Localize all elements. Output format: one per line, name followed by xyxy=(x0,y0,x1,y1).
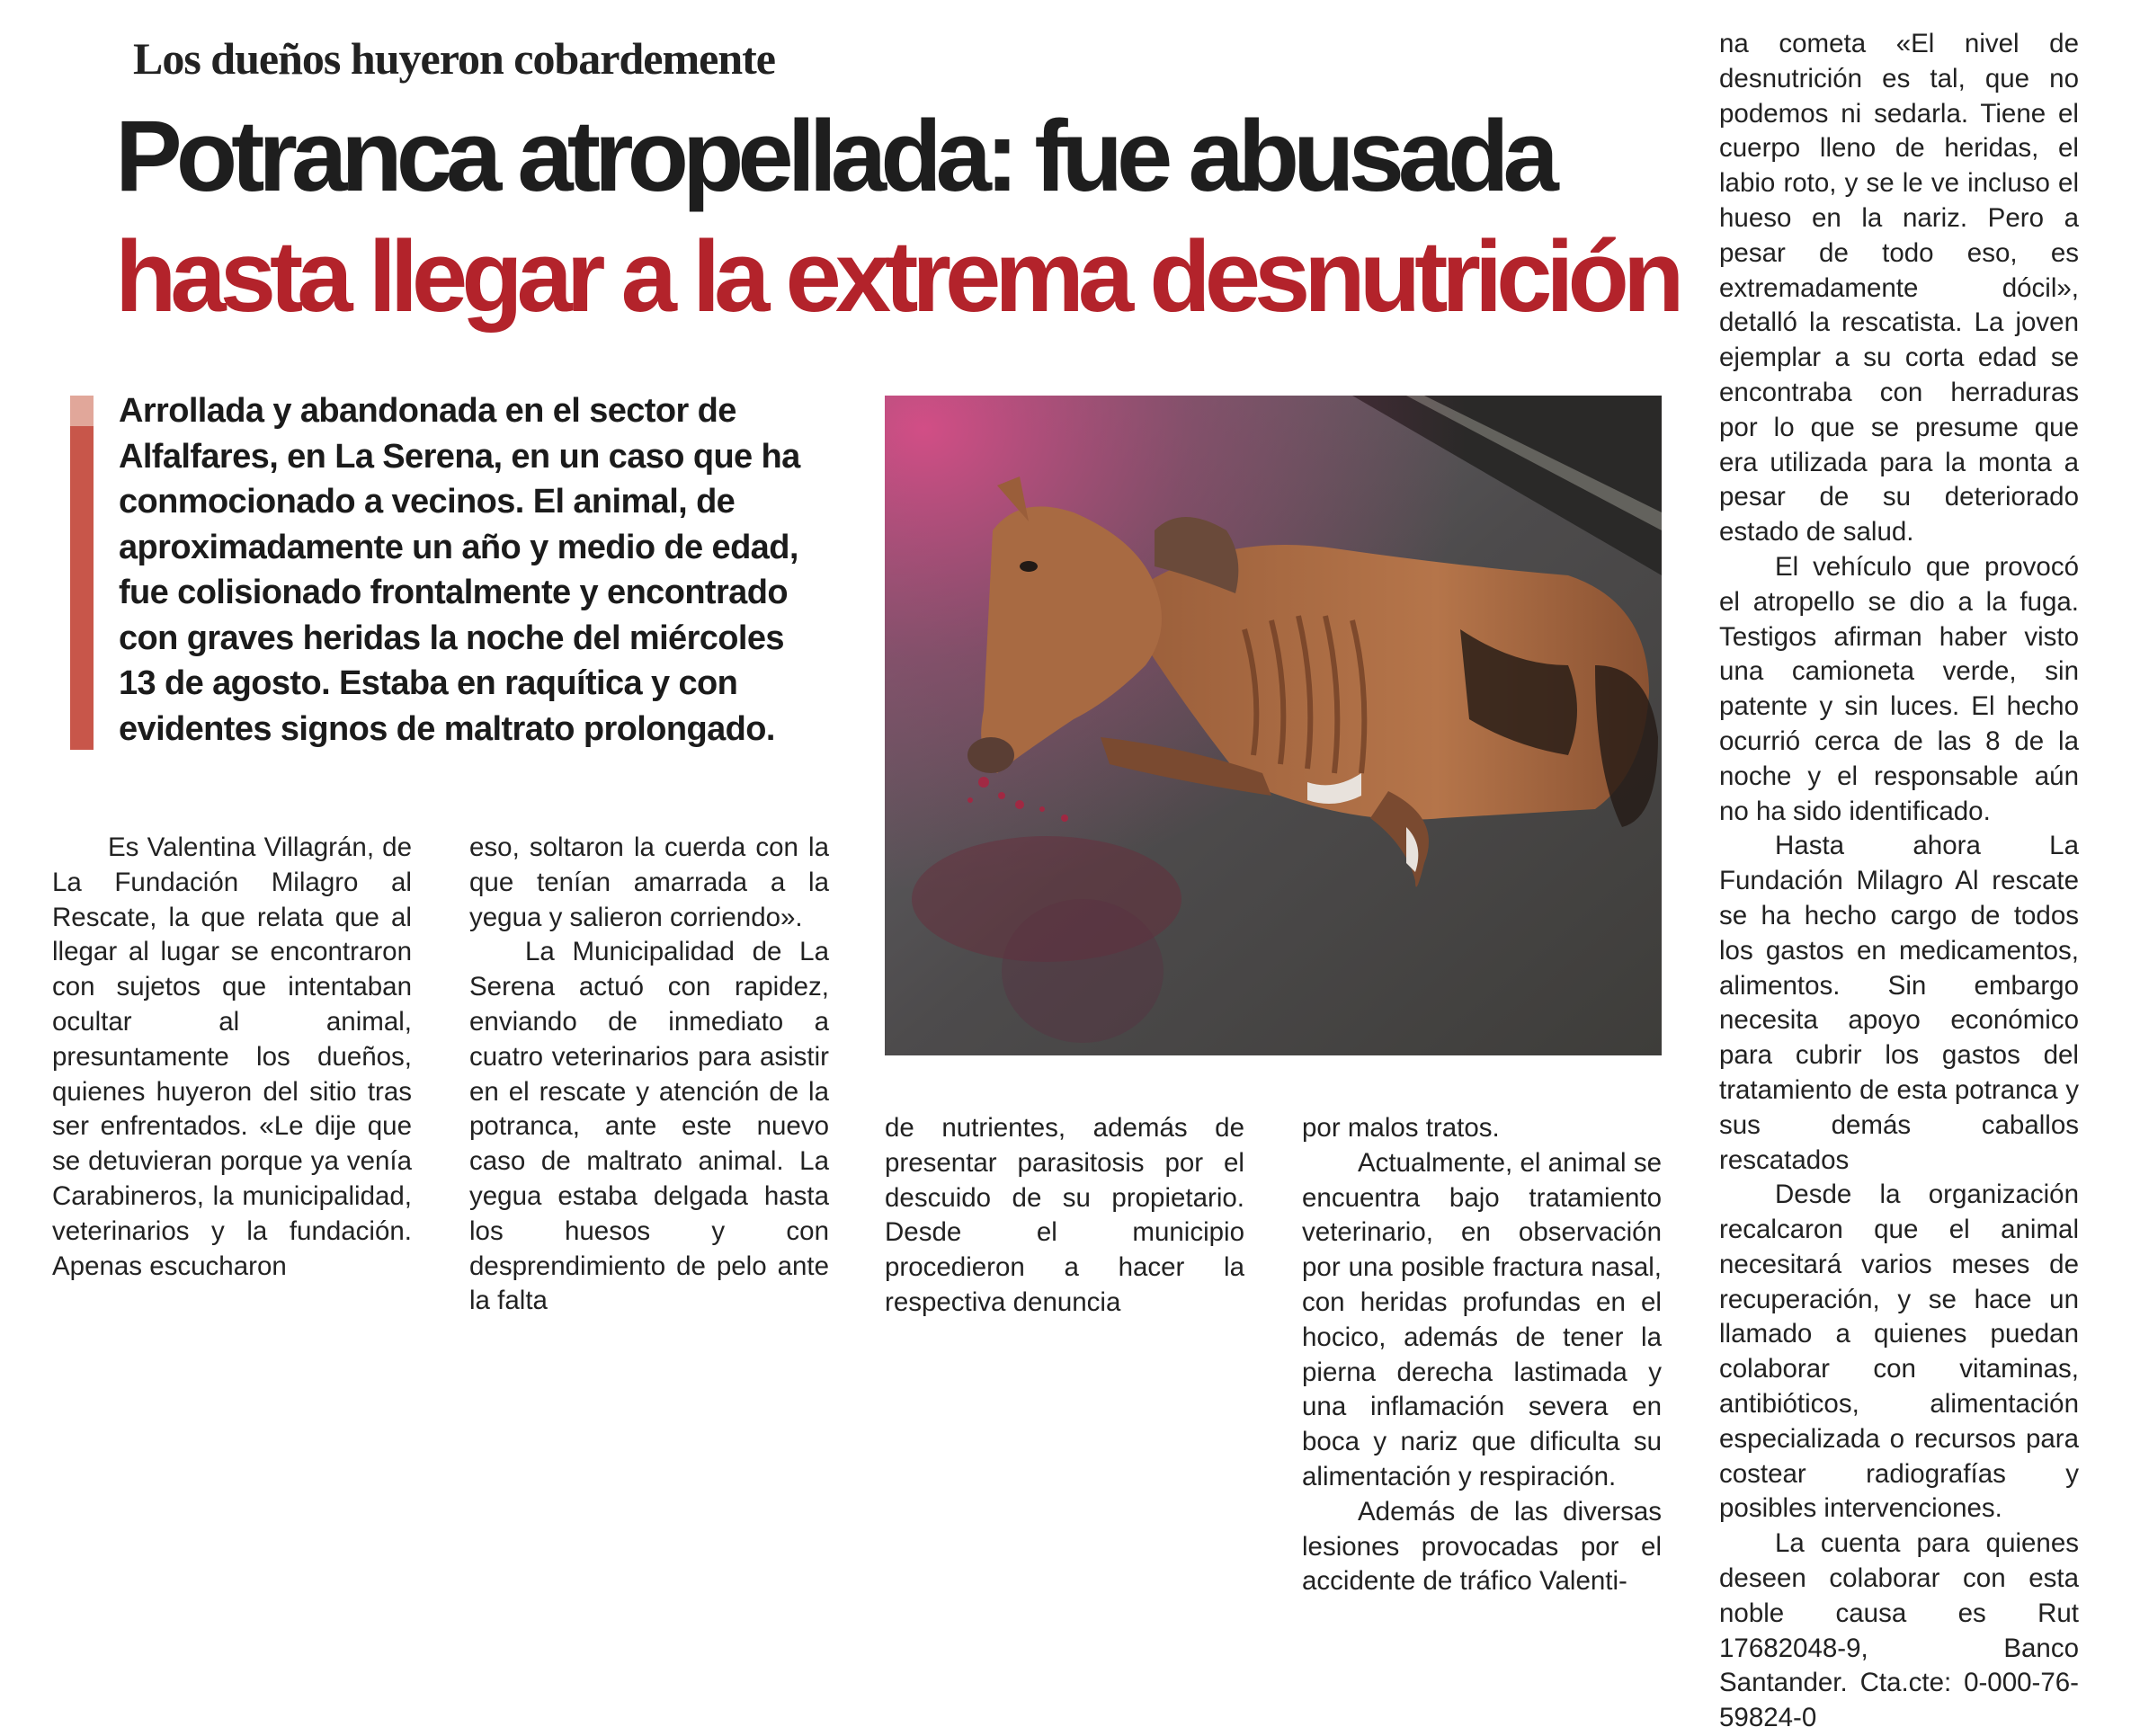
article-column-5 xyxy=(1719,27,2079,1736)
paragraph: Es Valentina Villagrán, de La Fundación Milagro al Rescate, la que relata que al llegar al lugar se encontraron con sujetos que intentaban ocultar al animal, presuntamente los dueños, quienes huyeron del sitio tras ser enfrentados. «Le dije que se detuvieran porque ya venía Carabineros, la municipalidad, veterinarios y la fundación. Apenas escucharon xyxy=(52,832,412,1281)
paragraph: na cometa «El nivel de desnutrición es tal, que no podemos ni sedarla. Tiene el cuerpo lleno de heridas, el labio roto, y se le ve incluso el hueso en la nariz. Pero a pesar de todo eso, es extremadamente dócil», detalló la rescatista. La joven ejemplar a su corta edad se encontraba con herraduras por lo que se presume que era utilizada para la monta a pesar de su deteriorado estado de salud. xyxy=(1719,29,2079,548)
paragraph: por malos tratos. xyxy=(1302,1113,1500,1143)
headline-line-2: hasta llegar a la extrema desnutrición xyxy=(115,220,1679,333)
paragraph: Además de las diversas lesiones provocadas por el accidente de tráfico Valenti- xyxy=(1302,1496,1662,1597)
paragraph: La Municipalidad de La Serena actuó con rapidez, enviando de inmediato a cuatro veterinarios para asistir en el rescate y atención de la potranca, ante este nuevo caso de maltrato animal. La yegua estaba delgada hasta los huesos y con desprendimiento de pelo ante la falta xyxy=(469,937,829,1316)
kicker: Los dueños huyeron cobardemente xyxy=(133,33,775,84)
paragraph: eso, soltaron la cuerda con la que tenían amarrada a la yegua y salieron corriendo». xyxy=(469,832,829,932)
paragraph: Desde la organización recalcaron que el animal necesitará varios meses de recuperación, y se hace un llamado a quienes puedan colaborar con vitaminas, antibióticos, alimentación especializada o recursos para costear radiografías y posibles intervenciones. xyxy=(1719,1180,2079,1524)
horse-photo xyxy=(885,396,1662,1055)
article-column-3 xyxy=(885,1111,1244,1321)
article-column-4 xyxy=(1302,1111,1662,1599)
lead-accent-bar xyxy=(70,426,94,750)
article-column-1 xyxy=(52,831,412,1284)
article-column-2 xyxy=(469,831,829,1319)
lead-paragraph: Arrollada y abandonada en el sector de Alfalfares, en La Serena, en un caso que ha conmocionado a vecinos. El animal, de aproximadamente un año y medio de edad, fue colisionado frontalmente y encontrado con graves heridas la noche del miércoles 13 de agosto. Estaba en raquítica y con evidentes signos de maltrato prolongado. xyxy=(119,392,800,748)
headline-line-1: Potranca atropellada: fue abusada xyxy=(115,100,1553,212)
paragraph: El vehículo que provocó el atropello se dio a la fuga. Testigos afirman haber visto una camioneta verde, sin patente y sin luces. El hecho ocurrió cerca de las 8 de la noche y el responsable aún no ha sido identificado. xyxy=(1719,551,2079,826)
paragraph: La cuenta para quienes deseen colaborar con esta noble causa es Rut 17682048-9, Banco Santander. Cta.cte: 0-000-76-59824-0 xyxy=(1719,1528,2079,1733)
paragraph: de nutrientes, además de presentar parasitosis por el descuido de su propietario. Desde el municipio procedieron a hacer la respectiva denuncia xyxy=(885,1113,1244,1317)
paragraph: Actualmente, el animal se encuentra bajo tratamiento veterinario, en observación por una posible fractura nasal, con heridas profundas en el hocico, además de tener la pierna derecha lastimada y una inflamación severa en boca y nariz que dificulta su alimentación y respiración. xyxy=(1302,1147,1662,1491)
lead-accent-bar-top xyxy=(70,396,94,426)
paragraph: Hasta ahora La Fundación Milagro Al rescate se ha hecho cargo de todos los gastos en medicamentos, alimentos. Sin embargo necesita apoyo económico para cubrir los gastos del tratamiento de esta potranca y sus demás caballos rescatados xyxy=(1719,831,2079,1175)
